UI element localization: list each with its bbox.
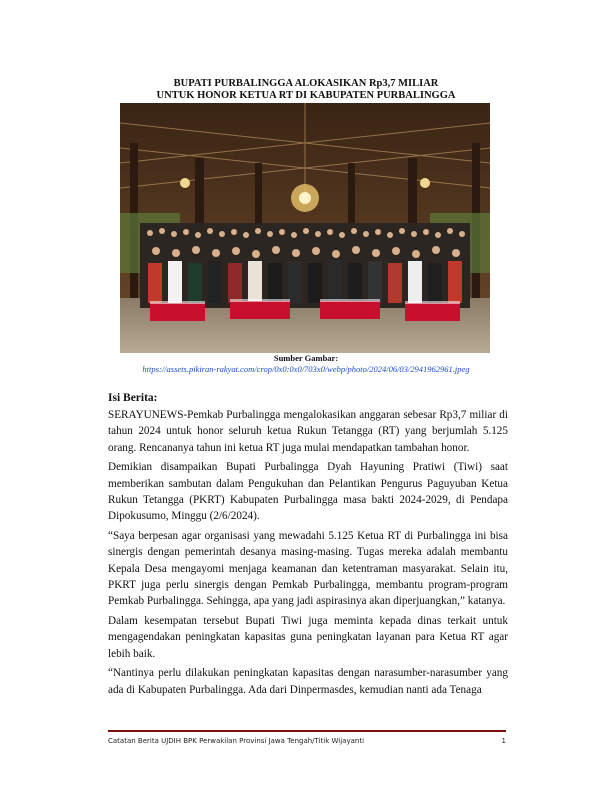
article-title-line-1: BUPATI PURBALINGGA ALOKASIKAN Rp3,7 MILIAR (173, 78, 439, 89)
paragraph: “Saya berpesan agar organisasi yang mewadahi 5.125 Ketua RT di Purbalingga ini bisa sinergis dengan pemerintah desanya masing-masing. Tugas mereka adalah membantu Kepala Desa mengayomi menjaga keamanan dan ketentraman masyarakat. Selain itu, PKRT juga perlu sinergis dengan Pemkab Purbalingga, membantu program-program Pemkab Purbalingga. Sehingga, apa yang jadi aspirasinya akan diperjuangkan,” katanya. (108, 529, 508, 608)
section-heading: Isi Berita: (108, 392, 158, 404)
page-number: 1 (501, 737, 506, 745)
article-body (108, 407, 508, 701)
paragraph: Dalam kesempatan tersebut Bupati Tiwi juga meminta kepada dinas terkait untuk mengagendakan peningkatan kapasitas guna peningkatan layanan para Ketua RT agar lebih baik. (108, 614, 508, 660)
image-source-label: Sumber Gambar: (273, 353, 339, 363)
article-title (104, 78, 508, 102)
paragraph: “Nantinya perlu dilakukan peningkatan kapasitas dengan narasumber-narasumber yang ada di Kabupaten Purbalingga. Ada dari Dinpermasdes, kemudian nanti ada Tenaga (108, 667, 508, 696)
news-photo-illustration (120, 103, 490, 353)
footer-divider (108, 730, 506, 732)
article-title-line-2: UNTUK HONOR KETUA RT DI KABUPATEN PURBALINGGA (156, 90, 456, 101)
paragraph: SERAYUNEWS-Pemkab Purbalingga mengalokasikan anggaran sebesar Rp3,7 miliar di tahun 2024 untuk honor seluruh ketua Rukun Tetangga (RT) yang berjumlah 5.125 orang. Rencananya tahun ini ketua RT juga mulai mendapatkan tambahan honor. (108, 409, 508, 454)
footer-text: Catatan Berita UJDIH BPK Perwakilan Provinsi Jawa Tengah/Titik Wijayanti (108, 737, 365, 745)
paragraph: Demikian disampaikan Bupati Purbalingga Dyah Hayuning Pratiwi (Tiwi) saat memberikan sambutan dalam Pengukuhan dan Pelantikan Pengurus Paguyuban Ketua Rukun Tetangga (PKRT) Kabupaten Purbalingga masa bakti 2024-2029, di Pendapa Dipokusumo, Minggu (2/6/2024). (108, 461, 508, 523)
news-photo (120, 103, 490, 353)
image-source-url[interactable]: https://assets.pikiran-rakyat.com/crop/0x0:0x0/703x0/webp/photo/2024/06/03/2941962961.jpeg (142, 364, 470, 374)
